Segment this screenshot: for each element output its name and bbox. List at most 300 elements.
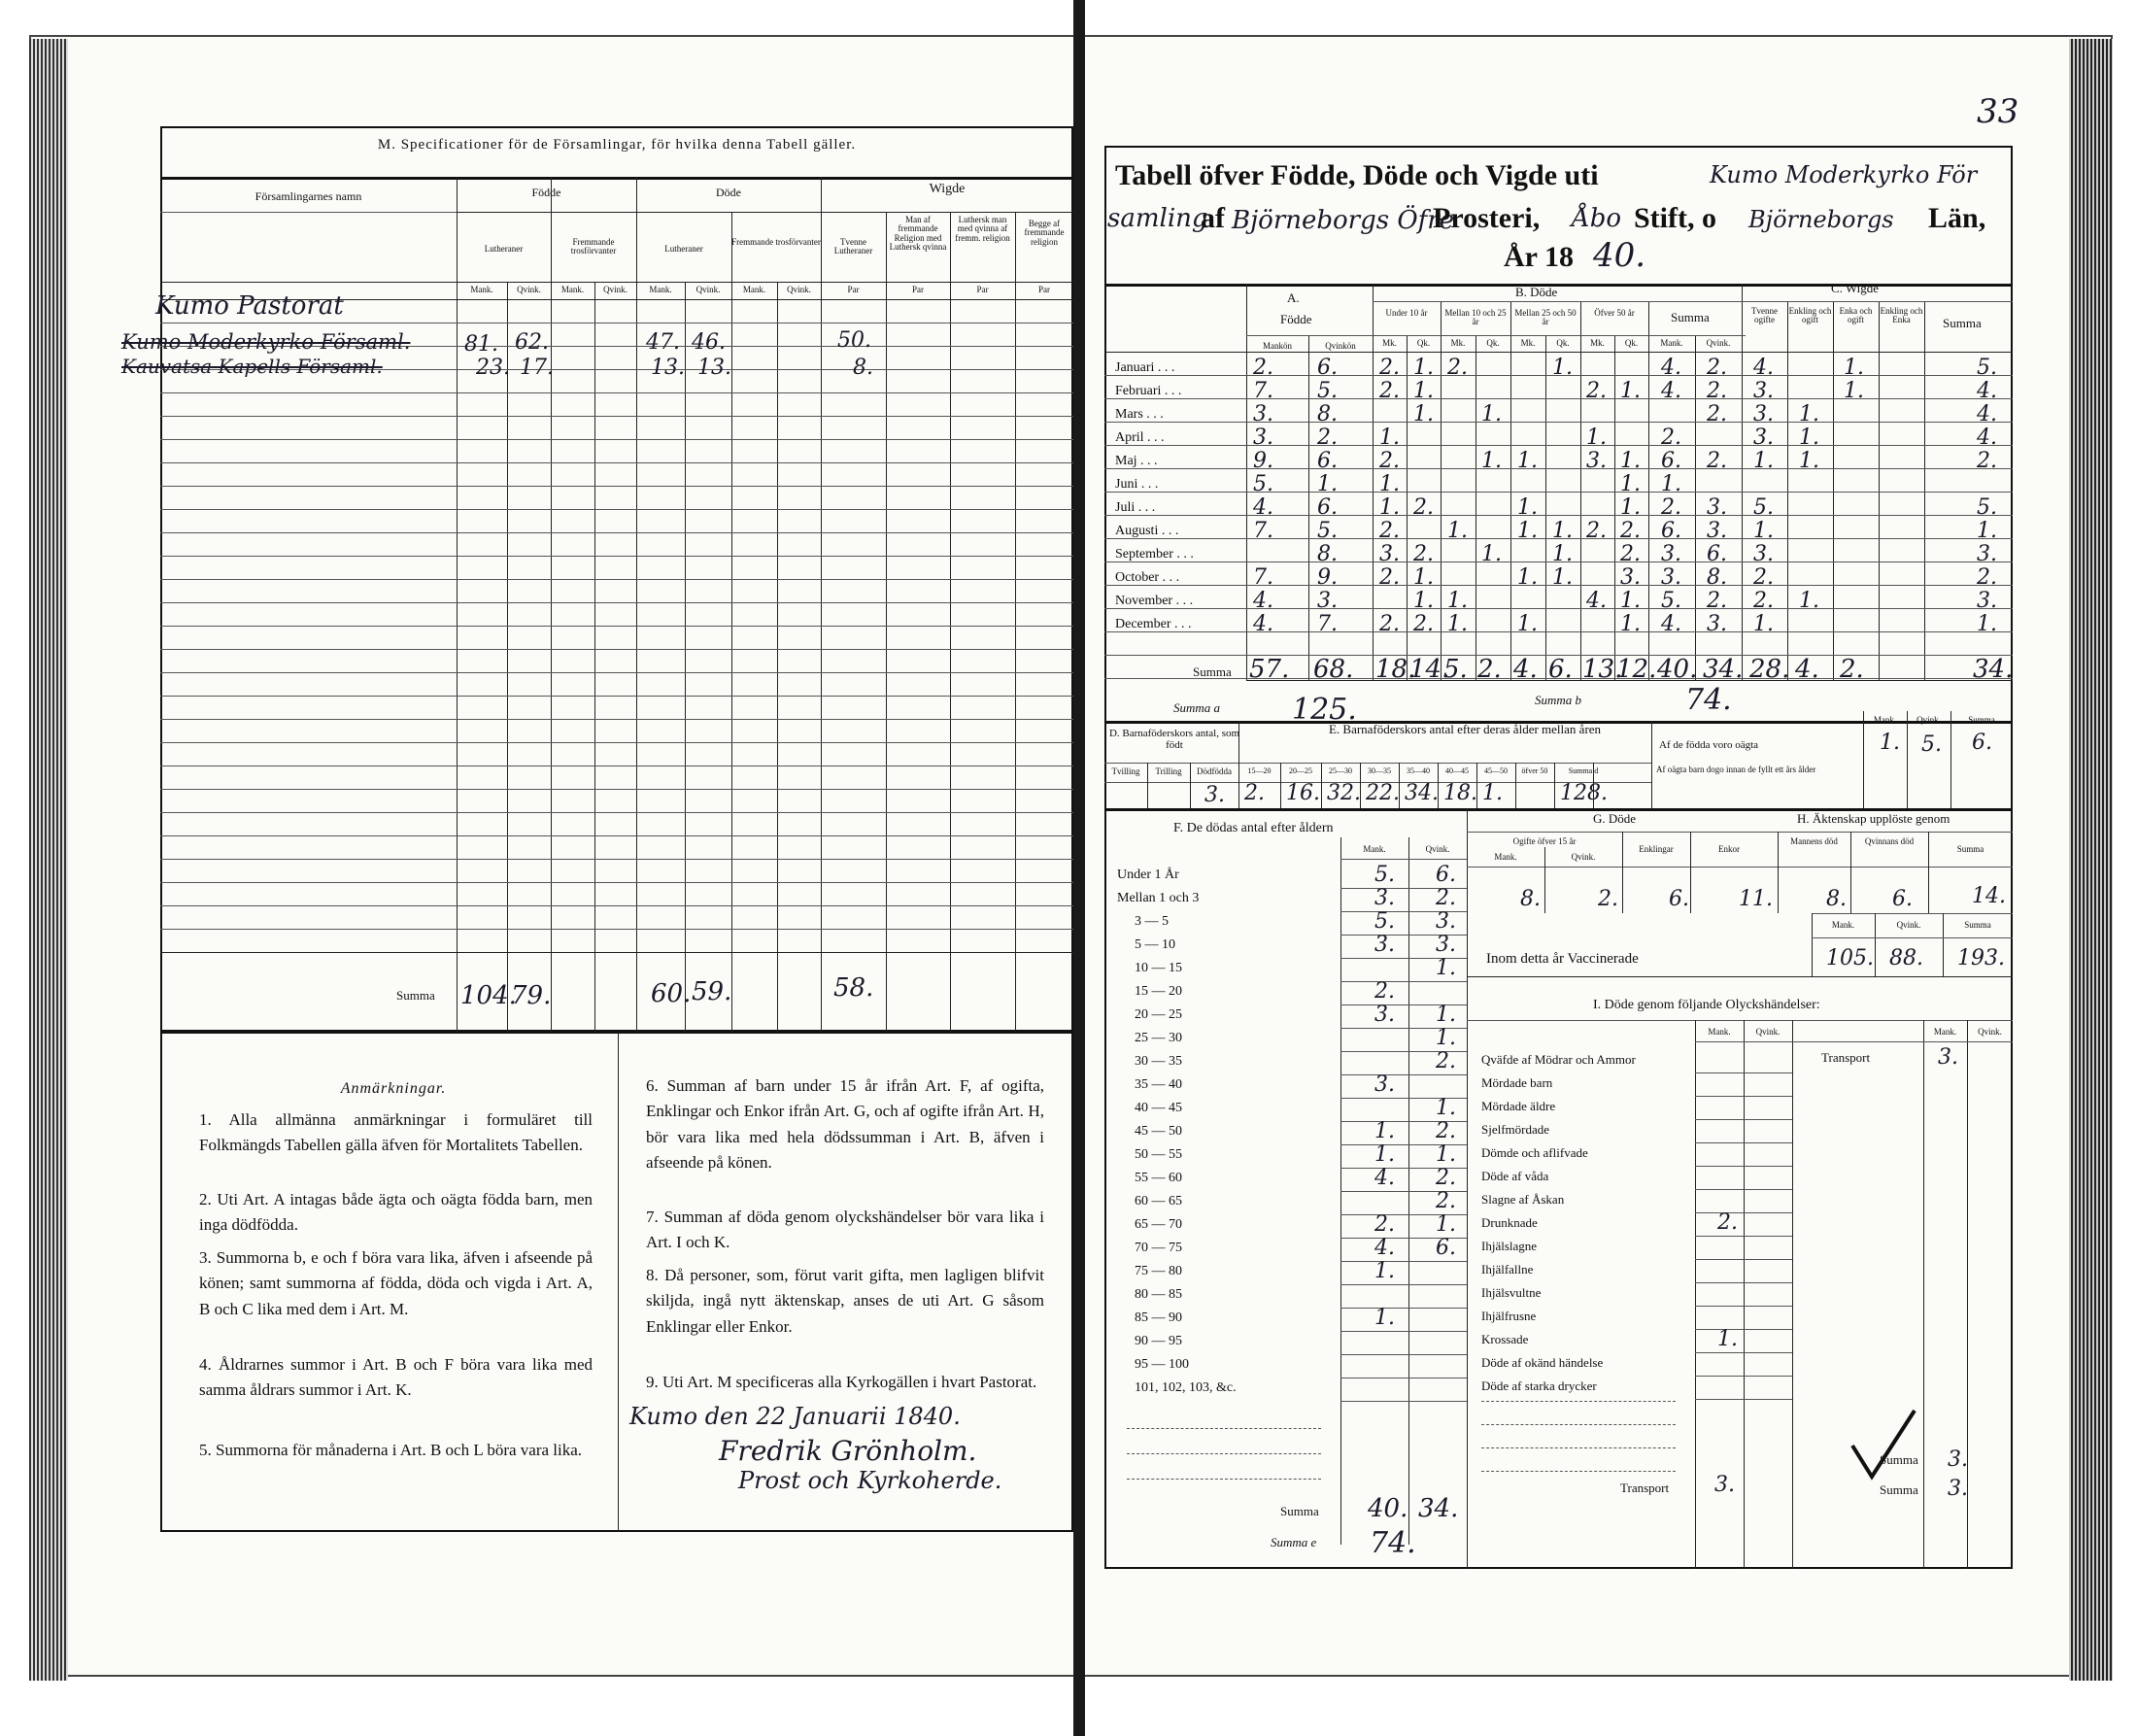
grid-col	[1742, 284, 1743, 680]
age-q: 1.	[1436, 956, 1456, 980]
cell-s_q: 2.	[1707, 379, 1727, 403]
col-fodde: Födde	[531, 186, 561, 199]
age-m: 3.	[1374, 1072, 1395, 1097]
agta-s: 6.	[1972, 731, 1992, 755]
qvinkon: Qvinkön	[1325, 341, 1356, 351]
a-fodde: Födde	[1280, 312, 1312, 326]
cell-m2_m: 1.	[1517, 519, 1538, 543]
signature-title: Prost och Kyrkoherde.	[738, 1467, 1002, 1494]
dash-line	[1481, 1447, 1676, 1448]
grid-line	[1104, 763, 1651, 764]
age-q: 6.	[1436, 863, 1456, 887]
summa-a_q: 68.	[1313, 655, 1354, 684]
hdr-par: Par	[1038, 285, 1050, 294]
age-label: 3 — 5	[1135, 914, 1169, 929]
anm-title: Anmärkningar.	[340, 1080, 447, 1097]
cell-a_q: 2.	[1317, 425, 1338, 450]
c-head: C. Wigde	[1831, 281, 1880, 295]
e-val: 1.	[1482, 781, 1503, 805]
age-q: 1.	[1436, 1026, 1456, 1050]
e-val: 22.	[1366, 781, 1400, 805]
summa-m2_m: 4.	[1513, 655, 1538, 684]
age-label: 20 — 25	[1135, 1007, 1182, 1022]
age-label: 70 — 75	[1135, 1241, 1182, 1255]
age-label: 15 — 20	[1135, 984, 1182, 999]
cell-u_m: 1.	[1379, 495, 1400, 520]
grid-col	[1238, 721, 1239, 808]
sub-begge: Begge af fremmande religion	[1024, 219, 1065, 247]
accident-label: Sjelfmördade	[1481, 1122, 1550, 1137]
cell-s_m: 4.	[1661, 379, 1681, 403]
f-qvink-hdr: Qvink.	[1425, 844, 1450, 854]
e-val: 34.	[1405, 781, 1439, 805]
sub-fremmande-f: Fremmande trosförvanter	[570, 237, 617, 256]
grid-col	[1510, 301, 1511, 680]
cell-a_q: 5.	[1317, 379, 1338, 403]
e-val: 128.	[1560, 781, 1608, 805]
age-q: 3.	[1436, 909, 1456, 934]
b-head: B. Döde	[1515, 285, 1558, 299]
vacc-mank-hdr: Mank.	[1831, 920, 1855, 930]
hdr-qvink: Qvink.	[787, 285, 811, 294]
age-m: 4.	[1374, 1166, 1395, 1190]
mannens: Mannens död	[1790, 836, 1838, 846]
grid-col	[1651, 721, 1652, 808]
age-label: Under 1 År	[1117, 868, 1179, 882]
cell-s_q: 6.	[1707, 542, 1727, 566]
age-m: 3.	[1374, 886, 1395, 910]
cell-s_m: 3.	[1661, 542, 1681, 566]
grid-line	[1695, 1306, 1792, 1307]
summa-a_m: 57.	[1249, 655, 1290, 684]
grid-col	[1308, 335, 1309, 680]
cell-s_q: 2.	[1707, 589, 1727, 613]
cell-cs: 1.	[1977, 519, 1997, 543]
title-hw4: Åbo	[1572, 204, 1622, 233]
cell-a_m: 3.	[1253, 402, 1273, 426]
cell-u_q: 1.	[1413, 589, 1434, 613]
cell-cs: 4.	[1977, 425, 1997, 450]
sub-lutheraner-f: Lutheraner	[484, 244, 524, 254]
year-hw: 40.	[1593, 236, 1646, 275]
month-label: Maj . . .	[1115, 454, 1158, 468]
hdr-mk: Mk.	[1382, 338, 1397, 348]
age-col-hdr: Summa d	[1568, 766, 1599, 775]
grid-col	[1190, 763, 1191, 808]
cell-cs: 5.	[1977, 356, 1997, 380]
hdr-mk: Mk.	[1590, 338, 1605, 348]
age-label: 95 — 100	[1135, 1357, 1189, 1372]
sub-lutheraner-d: Lutheraner	[664, 244, 703, 254]
col-forsamling: Församlingarnes namn	[254, 189, 362, 203]
cell-o_q: 1.	[1620, 612, 1641, 636]
age-label: 5 — 10	[1135, 937, 1175, 952]
summa-row-label: Summa	[1193, 664, 1232, 679]
row-2-d-m: 13.	[651, 356, 685, 380]
enkor: Enkor	[1718, 844, 1740, 854]
cell-c2: 1.	[1799, 425, 1819, 450]
d-val: 3.	[1204, 783, 1225, 807]
cell-a_q: 6.	[1317, 449, 1338, 473]
e-val: 18.	[1443, 781, 1477, 805]
cell-s_q: 8.	[1707, 565, 1727, 590]
cell-c1: 4.	[1753, 356, 1774, 380]
age-m: 1.	[1374, 1119, 1395, 1143]
sub-man-af: Man af fremmande Religion med Luthersk qvinna	[889, 215, 947, 253]
cell-c1: 3.	[1753, 542, 1774, 566]
title-hw2: samling	[1107, 204, 1208, 233]
g-val-enkl: 6.	[1669, 887, 1689, 911]
cell-c1: 1.	[1753, 612, 1774, 636]
age-m: 1.	[1374, 1259, 1395, 1283]
age-label: 80 — 85	[1135, 1287, 1182, 1302]
grid-line	[1340, 1308, 1467, 1309]
row-1-name: Kumo Moderkyrko Församl.	[121, 330, 411, 354]
summa-s_q: 34.	[1703, 655, 1744, 684]
age-q: 2.	[1436, 1166, 1456, 1190]
hdr-qvink: Qvink.	[695, 285, 721, 294]
age-m: 1.	[1374, 1306, 1395, 1330]
cell-u_q: 1.	[1413, 402, 1434, 426]
grid-line	[1373, 301, 2013, 302]
h-summa: Summa	[1956, 844, 1984, 854]
cell-m1_m: 2.	[1447, 356, 1468, 380]
grid-line	[1340, 1074, 1467, 1075]
row-1-f-m: 81.	[464, 332, 498, 357]
summa-s_m: 40.	[1657, 655, 1698, 684]
cell-a_m: 9.	[1253, 449, 1273, 473]
cell-m2_q: 1.	[1552, 565, 1573, 590]
grid-line	[1104, 631, 2013, 632]
e-head: E. Barnaföderskors antal efter deras ålder mellan åren	[1328, 722, 1602, 736]
g-head: G. Döde	[1593, 811, 1637, 826]
summa3-m: 3.	[1948, 1477, 1968, 1501]
cell-u_m: 1.	[1379, 472, 1400, 496]
accident-label: Krossade	[1481, 1332, 1529, 1346]
note-1: 1. Alla allmänna anmärkningar i formuläret till Folkmängds Tabellen gälla äfven för Mortalitets Tabellen.	[199, 1110, 593, 1155]
grid-line	[1340, 1284, 1467, 1285]
accident-label: Döde af våda	[1481, 1169, 1549, 1183]
note-8: 8. Då personer, som, förut varit gifta, men lagligen blifvit skiljda, ingå nytt äktenskap, anses de uti Art. G såsom Enklingar eller Enkor.	[646, 1266, 1044, 1336]
grid-col	[1545, 335, 1546, 680]
grid-col	[1787, 301, 1788, 680]
row-1-w: 50.	[837, 328, 871, 353]
cell-o_q: 1.	[1620, 449, 1641, 473]
agta-qvink-hdr: Qvink.	[1917, 715, 1941, 725]
vacc-qvink-hdr: Qvink.	[1896, 920, 1921, 930]
vacc-m: 105.	[1826, 946, 1874, 970]
h-val-qv: 6.	[1892, 887, 1913, 911]
cell-m1_m: 1.	[1447, 519, 1468, 543]
note-9: 9. Uti Art. M specificeras alla Kyrkogällen i hvart Pastorat.	[646, 1373, 1037, 1391]
age-col-hdr: 25—30	[1329, 766, 1352, 775]
cell-s_q: 2.	[1707, 449, 1727, 473]
cell-u_q: 2.	[1413, 495, 1434, 520]
age-label: 25 — 30	[1135, 1031, 1182, 1045]
note-7: 7. Summan af döda genom olyckshändelser bör vara lika i Art. I och K.	[646, 1208, 1044, 1252]
cell-a_q: 6.	[1317, 495, 1338, 520]
age-label: 40 — 45	[1135, 1101, 1182, 1115]
grid-line	[1340, 981, 1467, 982]
grid-line	[1695, 1096, 1792, 1097]
ogifte15: Ogifte öfver 15 år	[1512, 836, 1577, 846]
cell-c1: 2.	[1753, 589, 1774, 613]
row-1-d-m: 47.	[646, 330, 680, 355]
cell-c2: 1.	[1799, 402, 1819, 426]
cell-cs: 4.	[1977, 379, 1997, 403]
age-label: 85 — 90	[1135, 1311, 1182, 1325]
hdr-mk: Mk.	[1450, 338, 1466, 348]
hdr-qk: Qk.	[1624, 338, 1639, 348]
grid-line	[1340, 1331, 1467, 1332]
grid-line	[1104, 468, 2013, 469]
age-q: 1.	[1436, 1003, 1456, 1027]
grid-col	[1407, 335, 1408, 680]
summa-u_q: 14.	[1409, 655, 1450, 684]
cell-c2: 1.	[1799, 589, 1819, 613]
grid-col	[1648, 301, 1649, 680]
age-q: 6.	[1436, 1236, 1456, 1260]
agta-mank-hdr: Mank.	[1873, 715, 1897, 725]
cell-m2_m: 1.	[1517, 449, 1538, 473]
cell-cs: 3.	[1977, 589, 1997, 613]
cell-a_m: 7.	[1253, 379, 1273, 403]
summa-e-label: Summa e	[1271, 1535, 1317, 1549]
agta-q: 5.	[1921, 732, 1942, 757]
cell-cs: 2.	[1977, 449, 1997, 473]
summa-f-q: 79.	[511, 981, 552, 1010]
m-title: M. Specificationer för de Församlingar, för hvilka denna Tabell gäller.	[377, 137, 857, 153]
under10: Under 10 år	[1385, 308, 1428, 318]
h-head: H. Äktenskap upplöste genom	[1797, 811, 1950, 826]
age-q: 1.	[1436, 1142, 1456, 1167]
cell-u_q: 2.	[1413, 542, 1434, 566]
cell-o_q: 2.	[1620, 519, 1641, 543]
cell-a_m: 2.	[1253, 356, 1273, 380]
cell-u_m: 2.	[1379, 379, 1400, 403]
cell-m2_q: 1.	[1552, 542, 1573, 566]
summa-a: 125.	[1292, 693, 1357, 727]
summa-u_m: 18.	[1375, 655, 1416, 684]
pastorat-name: Kumo Pastorat	[155, 291, 344, 321]
summa-c3: 2.	[1840, 655, 1864, 684]
cell-u_q: 1.	[1413, 356, 1434, 380]
cell-s_m: 2.	[1661, 425, 1681, 450]
row-2-f-m: 23.	[476, 356, 510, 380]
cell-cs: 5.	[1977, 495, 1997, 520]
summa-e: 74.	[1370, 1526, 1416, 1560]
vacc-summa-hdr: Summa	[1964, 920, 1991, 930]
age-col-hdr: 35—40	[1407, 766, 1430, 775]
enkling-enka: Enkling och Enka	[1880, 306, 1923, 325]
grid-line	[1695, 1329, 1792, 1330]
cell-s_q: 2.	[1707, 356, 1727, 380]
age-label: 50 — 55	[1135, 1147, 1182, 1162]
cell-u_q: 1.	[1413, 379, 1434, 403]
cell-o_m: 4.	[1586, 589, 1607, 613]
cell-a_m: 4.	[1253, 495, 1273, 520]
hdr-qvink: Qvink.	[517, 285, 541, 294]
summa2-m: 3.	[1948, 1447, 1968, 1472]
grid-line	[1695, 1282, 1792, 1283]
grid-line	[1104, 352, 2013, 353]
summa-b-label: Summa b	[1535, 693, 1582, 707]
grid-line	[1695, 1259, 1792, 1260]
cell-s_m: 2.	[1661, 495, 1681, 520]
cell-c2: 1.	[1799, 449, 1819, 473]
cell-o_q: 1.	[1620, 495, 1641, 520]
transport-bottom-label: Transport	[1620, 1481, 1670, 1495]
year-label: År 18	[1504, 241, 1574, 273]
grid-line	[1104, 515, 2013, 516]
grid-col	[1147, 763, 1148, 808]
cell-cs: 4.	[1977, 402, 1997, 426]
cell-a_m: 4.	[1253, 612, 1273, 636]
accident-label: Dömde och aflifvade	[1481, 1145, 1588, 1160]
title-pre: Tabell öfver Födde, Döde och Vigde uti	[1115, 159, 1599, 191]
month-label: Juni . . .	[1115, 477, 1159, 492]
summa-d-m: 60.	[651, 979, 692, 1008]
cell-m2_q: 1.	[1552, 519, 1573, 543]
col-dode: Döde	[716, 186, 741, 199]
age-q: 2.	[1436, 1119, 1456, 1143]
grid-line	[1695, 1166, 1792, 1167]
tvenne-ogifte: Tvenne ogifte	[1751, 306, 1778, 325]
grid-line	[1246, 335, 1746, 336]
summa-m1_m: 5.	[1443, 655, 1468, 684]
cell-s_m: 6.	[1661, 449, 1681, 473]
grid-line	[1104, 422, 2013, 423]
dash-line	[1481, 1424, 1676, 1425]
g-val-q: 2.	[1598, 887, 1618, 911]
summa-c1: 28.	[1749, 655, 1790, 684]
grid-line	[1695, 1189, 1792, 1190]
summa-m2_q: 6.	[1548, 655, 1573, 684]
row-2-w: 8.	[853, 356, 873, 380]
cell-a_q: 5.	[1317, 519, 1338, 543]
accident-label: Qväfde af Mödrar och Ammor	[1481, 1052, 1636, 1067]
hdr-qvink: Qvink.	[603, 285, 628, 294]
cell-c1: 2.	[1753, 565, 1774, 590]
age-label: 65 — 70	[1135, 1217, 1182, 1232]
grid-col	[1924, 301, 1925, 680]
g-qvink: Qvink.	[1571, 852, 1596, 862]
transport-top-m: 3.	[1938, 1045, 1958, 1070]
cell-u_m: 2.	[1379, 356, 1400, 380]
age-m: 3.	[1374, 1003, 1395, 1027]
dogo-label: Af oägta barn dogo innan de fyllt ett års ålder	[1656, 765, 1816, 774]
age-label: 90 — 95	[1135, 1334, 1182, 1348]
age-label: 35 — 40	[1135, 1077, 1182, 1092]
age-label: 75 — 80	[1135, 1264, 1182, 1278]
hdr-mk: Mk.	[1520, 338, 1536, 348]
grid-col	[1833, 301, 1834, 680]
dash-line	[1481, 1401, 1676, 1402]
title-hw3: Björneborgs Öfre	[1232, 206, 1455, 235]
hdr-par: Par	[976, 285, 989, 294]
age-col-hdr: 40—45	[1445, 766, 1469, 775]
cell-a_q: 8.	[1317, 542, 1338, 566]
accident-label: Ihjälslagne	[1481, 1239, 1538, 1253]
grid-line	[1104, 445, 2013, 446]
grid-line	[1340, 1401, 1467, 1402]
hdr-mank: Mank.	[560, 285, 585, 294]
accident-label: Mördade barn	[1481, 1075, 1553, 1090]
summa-b: 74.	[1685, 683, 1732, 717]
g-val-enkor: 11.	[1739, 887, 1773, 911]
grid-line	[1104, 398, 2013, 399]
c-summa: Summa	[1943, 316, 1982, 330]
cell-s_m: 6.	[1661, 519, 1681, 543]
cell-u_m: 3.	[1379, 542, 1400, 566]
row-2-d-q: 13.	[697, 356, 731, 380]
grid-line	[1695, 1212, 1792, 1213]
cell-u_m: 1.	[1379, 425, 1400, 450]
title-prosteri: Prosteri,	[1433, 202, 1541, 234]
month-label: September . . .	[1115, 547, 1194, 562]
age-m: 1.	[1374, 1142, 1395, 1167]
cell-s_m: 4.	[1661, 612, 1681, 636]
cell-o_m: 1.	[1586, 425, 1607, 450]
qvinnans: Qvinnans död	[1864, 836, 1915, 846]
cell-s_q: 3.	[1707, 612, 1727, 636]
summa-w: 58.	[833, 973, 874, 1003]
h-val-s: 14.	[1972, 884, 2006, 908]
note-3: 3. Summorna b, e och f böra vara lika, äfven i afseende på könen; samt summorna af födda, döda och vigda i Art. A, B och C lika med dem i Art. M.	[199, 1248, 593, 1318]
summa-f-m: 104.	[460, 981, 517, 1010]
title-af: af	[1201, 202, 1225, 234]
accident-label: Slagne af Åskan	[1481, 1192, 1565, 1207]
grid-line	[1695, 1142, 1792, 1143]
signature-date: Kumo den 22 Januarii 1840.	[629, 1403, 961, 1430]
grid-line	[1695, 1399, 1792, 1400]
i-qvink-hdr: Qvink.	[1755, 1027, 1781, 1037]
age-label: 10 — 15	[1135, 961, 1182, 975]
cell-c1: 3.	[1753, 379, 1774, 403]
cell-u_m: 2.	[1379, 449, 1400, 473]
cell-m2_m: 1.	[1517, 495, 1538, 520]
checkmark-icon	[1850, 1407, 1918, 1484]
cell-a_m: 4.	[1253, 589, 1273, 613]
age-col-hdr: 20—25	[1289, 766, 1312, 775]
grid-col	[1614, 335, 1615, 680]
cell-u_q: 1.	[1413, 565, 1434, 590]
i2-mank-hdr: Mank.	[1933, 1027, 1957, 1037]
cell-c1: 3.	[1753, 425, 1774, 450]
cell-a_q: 1.	[1317, 472, 1338, 496]
e-val: 2.	[1244, 781, 1265, 805]
cell-s_q: 3.	[1707, 519, 1727, 543]
title-lan: Län,	[1928, 202, 1986, 234]
accident-label: Döde af okänd händelse	[1481, 1355, 1604, 1370]
accident-label: Döde af starka drycker	[1481, 1379, 1597, 1393]
age-q: 3.	[1436, 933, 1456, 957]
grid-line	[1104, 608, 2013, 609]
cell-a_m: 7.	[1253, 519, 1273, 543]
cell-o_m: 2.	[1586, 379, 1607, 403]
agta-summa-hdr: Summa	[1968, 715, 1995, 725]
h-val-man: 8.	[1826, 887, 1847, 911]
cell-cs: 1.	[1977, 612, 1997, 636]
age-m: 4.	[1374, 1236, 1395, 1260]
cell-o_m: 2.	[1586, 519, 1607, 543]
age-m: 3.	[1374, 933, 1395, 957]
accident-label: Drunknade	[1481, 1215, 1538, 1230]
age-q: 1.	[1436, 1096, 1456, 1120]
cell-cs: 2.	[1977, 565, 1997, 590]
summa-a-label: Summa a	[1173, 700, 1221, 715]
accident-label: Mördade äldre	[1481, 1099, 1556, 1113]
